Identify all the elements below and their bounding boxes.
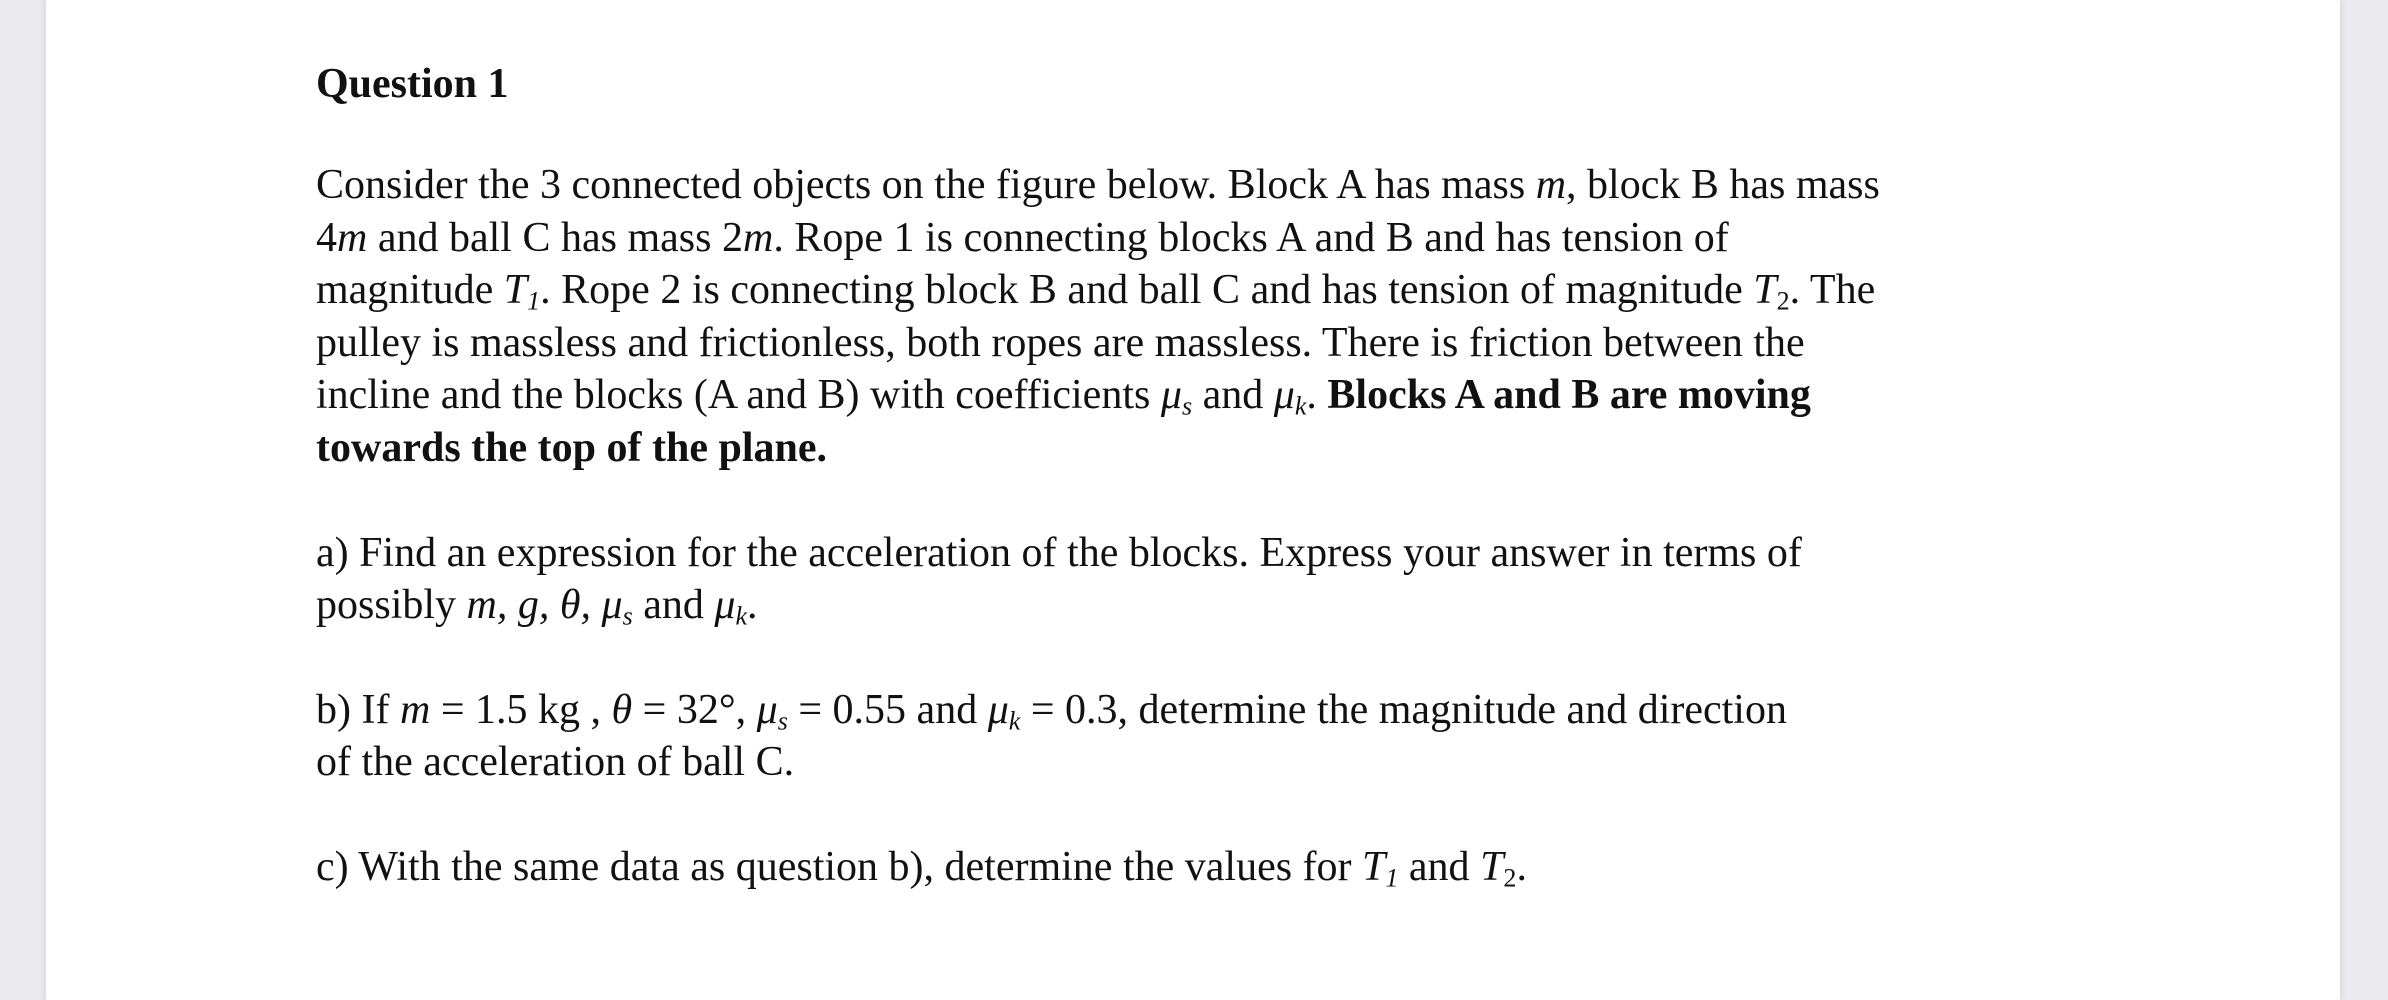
var-mu: μ	[1273, 372, 1295, 419]
part-a-line-1: a) Find an expression for the acceleration of the blocks. Express your answer in terms of	[316, 529, 1802, 576]
question-content	[316, 55, 2136, 946]
text: , block B has mass	[1566, 162, 1880, 208]
subscript: k	[1008, 706, 1021, 736]
var-mu: μ	[601, 582, 623, 629]
intro-line-5	[316, 369, 2136, 422]
intro-line-1	[316, 159, 2136, 212]
intro-line-2	[316, 212, 2136, 265]
subscript: s	[777, 706, 788, 736]
var-m: m	[742, 214, 774, 261]
text: b) If	[316, 686, 400, 733]
var-T: T	[1480, 843, 1504, 890]
var-m: m	[399, 686, 431, 733]
text: and	[632, 582, 715, 629]
text: . Rope 1 is connecting blocks A and B and has tension of	[773, 214, 1729, 261]
var-T: T	[1362, 843, 1386, 890]
part-c-line-1	[316, 841, 2136, 894]
question-heading: Question 1	[316, 61, 509, 107]
text: and	[1398, 843, 1481, 890]
var-m: m	[1535, 162, 1567, 208]
text: .	[1516, 843, 1527, 890]
text: 4	[316, 214, 337, 261]
var-theta: θ	[611, 686, 633, 733]
text: possibly	[316, 582, 467, 629]
text: = 1.5 kg ,	[430, 686, 612, 733]
subscript: k	[735, 601, 748, 631]
intro-line-6: towards the top of the plane.	[316, 424, 827, 471]
subscript: s	[622, 601, 633, 631]
text: = 32°,	[632, 686, 757, 733]
bold-text: Blocks A and B are moving	[1327, 372, 1811, 419]
subscript: 1	[1385, 863, 1399, 893]
variables: m, g, θ,	[466, 582, 602, 629]
text: . The	[1789, 267, 1876, 314]
text: and	[1192, 372, 1274, 419]
intro-line-4: pulley is massless and frictionless, both ropes are massless. There is friction between the	[316, 319, 1805, 366]
text: .	[1306, 372, 1328, 419]
document-page	[46, 0, 2340, 1000]
var-mu: μ	[987, 686, 1009, 733]
subscript: s	[1181, 391, 1193, 421]
text: Consider the 3 connected objects on the figure below. Block A has mass	[316, 162, 1536, 208]
text: = 0.3, determine the magnitude and direction	[1020, 686, 1787, 733]
text: magnitude	[316, 267, 504, 314]
part-c-paragraph	[316, 841, 2136, 894]
part-a-line-2	[316, 579, 2136, 632]
subscript: 2	[1776, 286, 1790, 316]
part-b-paragraph	[316, 684, 2136, 789]
text: incline and the blocks (A and B) with coefficients	[316, 372, 1161, 419]
var-m: m	[337, 214, 368, 261]
text: = 0.55 and	[787, 686, 988, 733]
subscript: 2	[1503, 863, 1517, 893]
var-mu: μ	[756, 686, 778, 733]
intro-paragraph	[316, 159, 2136, 475]
var-T: T	[503, 267, 528, 314]
part-b-line-2: of the acceleration of ball C.	[316, 739, 795, 786]
subscript: 1	[527, 286, 541, 316]
part-b-line-1	[316, 684, 2136, 737]
subscript: k	[1294, 391, 1307, 421]
text: and ball C has mass 2	[367, 214, 743, 261]
var-T: T	[1753, 267, 1777, 314]
intro-line-3	[316, 264, 2136, 317]
var-mu: μ	[1160, 372, 1182, 419]
text: .	[747, 582, 758, 629]
part-a-paragraph	[316, 527, 2136, 632]
var-mu: μ	[714, 582, 736, 629]
text: c) With the same data as question b), determine the values for	[316, 843, 1363, 890]
text: . Rope 2 is connecting block B and ball C and has tension of magnitude	[540, 267, 1754, 314]
